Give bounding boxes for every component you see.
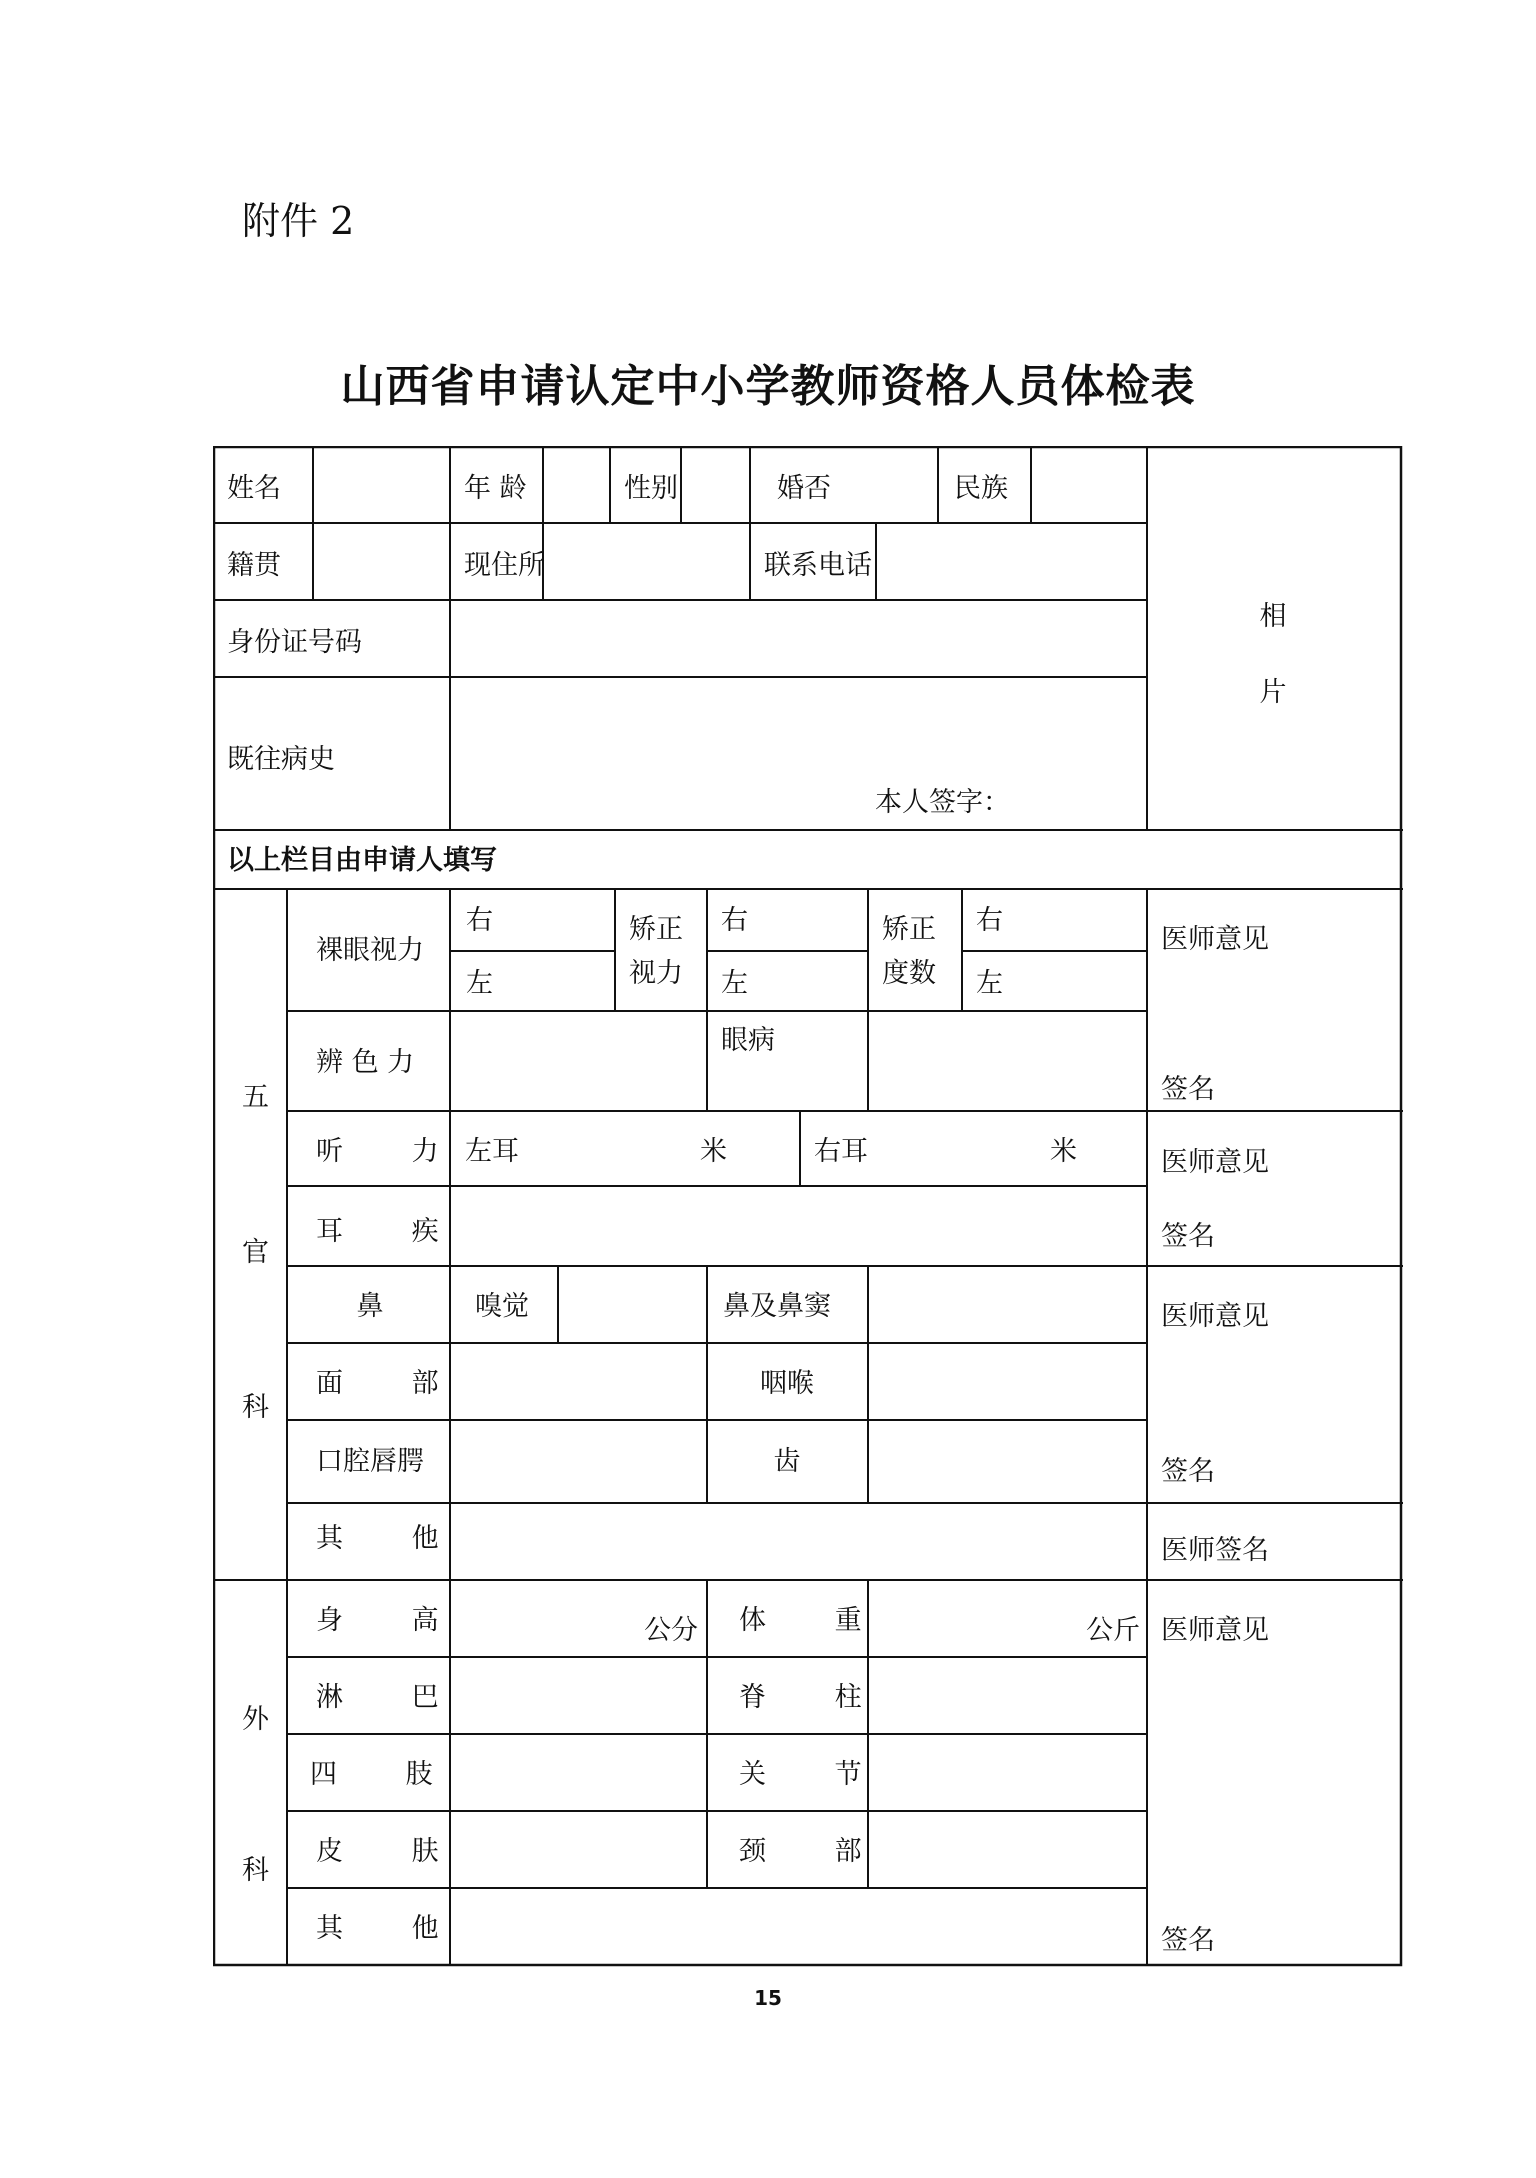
label-phone: 联系电话: [764, 550, 872, 581]
label-corrected-vision-1: 矫正: [629, 914, 683, 945]
label-teeth: 齿: [773, 1446, 801, 1477]
health-exam-form: [213, 446, 1403, 1968]
label-throat: 咽喉: [760, 1368, 814, 1399]
eye-doctor-sign: 签名: [1161, 1074, 1215, 1105]
label-age: 年 龄: [464, 473, 527, 504]
label-ethnicity: 民族: [954, 473, 1008, 504]
right-ear-meter: 米: [1050, 1136, 1077, 1167]
label-photo-2: 片: [1259, 677, 1287, 708]
label-sex: 性别: [624, 473, 678, 504]
degree-left: 左: [976, 968, 1003, 999]
label-face: 面 部: [316, 1368, 439, 1399]
label-native-place: 籍贯: [227, 550, 281, 581]
label-eye-disease: 眼病: [721, 1025, 775, 1056]
left-ear-meter: 米: [700, 1136, 727, 1167]
surgery-category-1: 外: [242, 1704, 269, 1735]
facial-doctor-signature: 医师签名: [1161, 1535, 1269, 1566]
weight-unit: 公斤: [1086, 1615, 1140, 1646]
ear-doctor-sign: 签名: [1161, 1221, 1215, 1252]
corrected-left: 左: [721, 968, 748, 999]
form-title: 山西省申请认定中小学教师资格人员体检表: [340, 361, 1196, 412]
label-smell: 嗅觉: [475, 1291, 529, 1322]
form-grid: [213, 446, 1403, 1966]
label-naked-vision: 裸眼视力: [316, 935, 424, 966]
label-neck: 颈 部: [739, 1836, 862, 1867]
nose-doctor-opinion: 医师意见: [1161, 1301, 1269, 1332]
eye-doctor-opinion: 医师意见: [1161, 924, 1269, 955]
label-skin: 皮 肤: [316, 1836, 439, 1867]
ear-doctor-opinion: 医师意见: [1161, 1147, 1269, 1178]
label-medical-history: 既往病史: [227, 744, 335, 775]
degree-right: 右: [976, 905, 1003, 936]
page-number: 15: [754, 1986, 782, 2010]
label-height: 身 高: [316, 1605, 439, 1636]
facial-category-2: 官: [242, 1237, 269, 1268]
right-ear: 右耳: [814, 1136, 868, 1167]
attachment-label: 附件 2: [242, 199, 355, 243]
label-correction-degree-1: 矫正: [882, 914, 936, 945]
facial-category-3: 科: [242, 1392, 269, 1423]
label-spine: 脊 柱: [739, 1682, 862, 1713]
label-id-number: 身份证号码: [227, 627, 362, 658]
label-joints: 关 节: [739, 1759, 862, 1790]
label-facial-other: 其 他: [316, 1523, 439, 1554]
height-unit: 公分: [644, 1615, 698, 1646]
label-ear-disease: 耳 疾: [316, 1216, 439, 1247]
naked-right: 右: [466, 905, 493, 936]
surgery-category-2: 科: [242, 1855, 269, 1886]
label-applicant-signature: 本人签字：: [875, 787, 1010, 818]
label-residence: 现住所: [464, 550, 545, 581]
nose-doctor-sign: 签名: [1161, 1456, 1215, 1487]
label-oral: 口腔唇腭: [316, 1446, 424, 1477]
naked-left: 左: [466, 968, 493, 999]
label-photo-1: 相: [1259, 601, 1287, 632]
label-limbs: 四 肢: [310, 1759, 433, 1790]
corrected-right: 右: [721, 905, 748, 936]
surgery-doctor-sign: 签名: [1161, 1925, 1215, 1956]
label-correction-degree-2: 度数: [882, 958, 936, 989]
facial-category-1: 五: [242, 1082, 269, 1113]
label-nose-sinus: 鼻及鼻窦: [723, 1291, 831, 1322]
label-corrected-vision-2: 视力: [629, 958, 683, 989]
label-color-vision: 辨 色 力: [316, 1047, 415, 1078]
label-name: 姓名: [227, 473, 281, 504]
label-weight: 体 重: [739, 1605, 862, 1636]
label-surgery-other: 其 他: [316, 1913, 439, 1944]
surgery-doctor-opinion: 医师意见: [1161, 1615, 1269, 1646]
applicant-fill-note: 以上栏目由申请人填写: [227, 845, 497, 876]
label-hearing: 听 力: [316, 1136, 439, 1167]
left-ear: 左耳: [465, 1136, 519, 1167]
label-lymph: 淋 巴: [316, 1682, 439, 1713]
label-nose: 鼻: [356, 1291, 384, 1322]
label-marital: 婚否: [777, 473, 831, 504]
